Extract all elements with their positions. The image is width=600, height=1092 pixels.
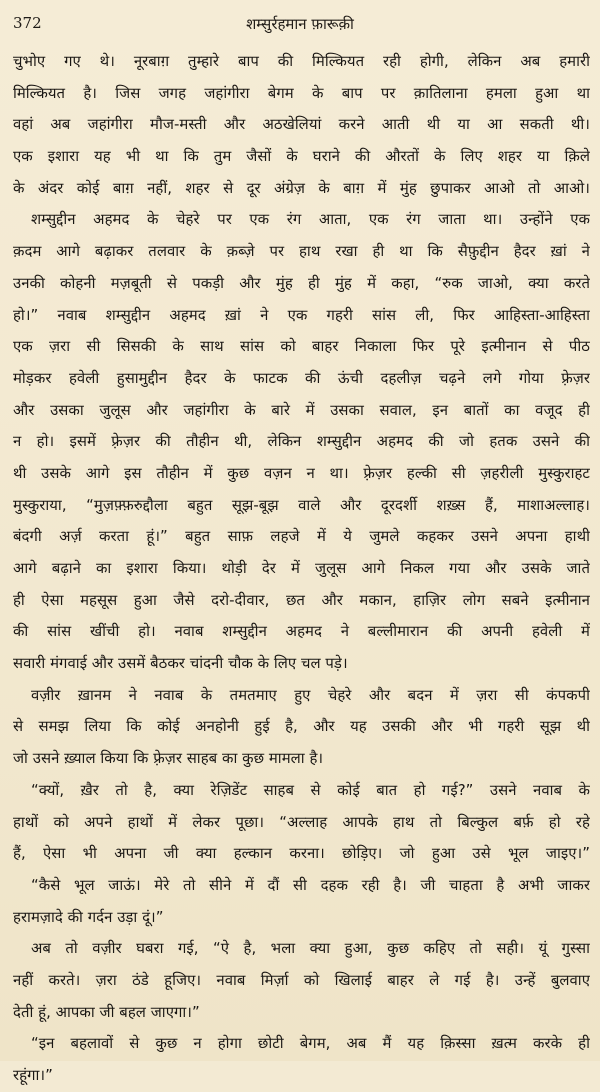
text-line: शम्सुद्दीन अहमद के चेहरे पर एक रंग आता, एक रंग जाता था। उन्होंने एक [31, 210, 590, 229]
text-line: के अंदर कोई बाग़ नहीं, शहर से दूर अंग्रेज़ के बाग़ में मुंह छुपाकर आओ तो आओ। [13, 178, 590, 197]
body-text [13, 46, 590, 1092]
text-line: न हो। इसमें फ़्रेज़र की तौहीन थी, लेकिन शम्सुद्दीन अहमद की जो हतक उसने की [13, 432, 590, 451]
text-line: क़दम आगे बढ़ाकर तलवार के क़ब्ज़े पर हाथ रखा ही था कि सैफ़ुद्दीन हैदर ख़ां ने [13, 242, 590, 261]
page-header [13, 14, 590, 40]
text-line: एक ज़रा सी सिसकी के साथ सांस को बाहर निकाला फिर पूरे इत्मीनान से पीठ [13, 337, 590, 356]
text-line: नहीं करते। ज़रा ठंडे हूजिए। नवाब मिर्ज़ा को खिलाई बाहर ले गई है। उन्हें बुलवाए [13, 970, 590, 989]
text-line: मोड़कर हवेली हुसामुद्दीन हैदर के फाटक की ऊंची दहलीज़ चढ़ने लगे गोया फ़्रेज़र [13, 368, 590, 387]
text-line: हो।” नवाब शम्सुद्दीन अहमद ख़ां ने एक गहरी सांस ली, फिर आहिस्ता-आहिस्ता [13, 305, 590, 324]
text-line: से समझ लिया कि कोई अनहोनी हुई है, और यह उसकी और भी गहरी सूझ थी [13, 717, 590, 736]
text-line: ही ऐसा महसूस हुआ जैसे दरो-दीवार, छत और मकान, हाज़िर लोग सबने इत्मीनान [13, 590, 590, 609]
text-line: रहूंगा।” [13, 1066, 53, 1084]
text-line: सवारी मंगवाई और उसमें बैठकर चांदनी चौक के लिए चल पड़े। [13, 654, 348, 673]
text-line: मिल्कियत है। जिस जगह जहांगीरा बेगम के बाप पर क़ातिलाना हमला हुआ था [13, 83, 590, 102]
text-line: हैं, ऐसा भी अपना जी क्या हल्कान करना। छोड़िए। जो हुआ उसे भूल जाइए।” [13, 844, 590, 863]
text-line: देती हूं, आपका जी बहल जाएगा।” [13, 1002, 200, 1021]
text-line: चुभोए गए थे। नूरबाग़ तुम्हारे बाप की मिल्कियत रही होगी, लेकिन अब हमारी [13, 52, 590, 70]
text-line: हरामज़ादे की गर्दन उड़ा दूं।” [13, 907, 164, 926]
text-line: बंदगी अर्ज़ करता हूं।” बहुत साफ़ लहजे में ये जुमले कहकर उसने अपना हाथी [13, 527, 590, 546]
text-line: वहां अब जहांगीरा मौज-मस्ती और अठखेलियां करने आती थी या आ सकती थी। [13, 115, 590, 134]
text-line: आगे बढ़ाने का इशारा किया। थोड़ी देर में जुलूस आगे निकल गया और उसके जाते [13, 559, 590, 577]
text-line: वज़ीर ख़ानम ने नवाब के तमतमाए हुए चेहरे और बदन में ज़रा सी कंपकपी [31, 685, 590, 704]
text-line: हाथों को अपने हाथों में लेकर पूछा। “अल्लाह आपके हाथ तो बिल्कुल बर्फ़ हो रहे [13, 812, 590, 831]
text-line: उनकी कोहनी मज़बूती से पकड़ी और मुंह ही मुंह में कहा, “रुक जाओ, क्या करते [13, 273, 590, 292]
text-line: की सांस खींची हो। नवाब शम्सुद्दीन अहमद ने बल्लीमारान की अपनी हवेली में [13, 622, 590, 641]
text-line: और उसका जुलूस और जहांगीरा के बारे में उसका सवाल, इन बातों का वजूद ही [13, 400, 590, 419]
text-line: मुस्कुराया, “मुज़फ़्फ़रुद्दौला बहुत सूझ-बूझ वाले और दूरदर्शी शख़्स हैं, माशाअल्लाह। [13, 495, 590, 514]
page-number: 372 [13, 14, 42, 32]
text-line: अब तो वज़ीर घबरा गई, “ऐ है, भला क्या हुआ, कुछ कहिए तो सही। यूं गुस्सा [31, 939, 590, 958]
text-line: जो उसने ख़्याल किया कि फ़्रेज़र साहब का कुछ मामला है। [13, 749, 324, 768]
running-title: शम्सुर्रहमान फ़ारूक़ी [246, 15, 354, 33]
text-line: एक इशारा यह भी था कि तुम जैसों के घराने की औरतों के लिए शहर या क़िले [13, 147, 590, 166]
text-line: थी उसके आगे इस तौहीन में कुछ वज़न न था। फ़्रेज़र हल्की सी ज़हरीली मुस्कुराहट [13, 463, 590, 482]
text-line: “क्यों, ख़ैर तो है, क्या रेज़िडेंट साहब से कोई बात हो गई?” उसने नवाब के [31, 780, 590, 799]
text-line: “कैसे भूल जाऊं। मेरे तो सीने में दौं सी दहक रही है। जी चाहता है अभी जाकर [31, 875, 590, 894]
text-line: “इन बहलावों से कुछ न होगा छोटी बेगम, अब मैं यह क़िस्सा ख़त्म करके ही [31, 1034, 590, 1053]
